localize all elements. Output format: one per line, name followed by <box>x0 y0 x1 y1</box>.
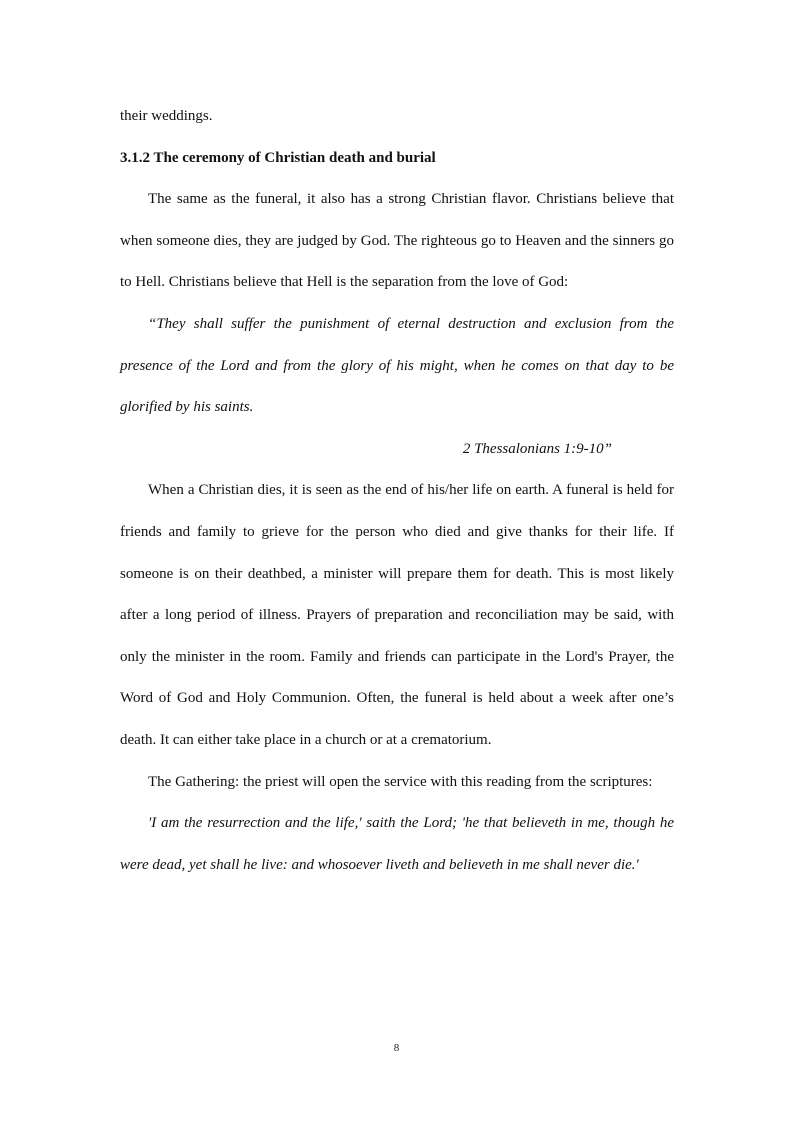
paragraph-christian-beliefs: The same as the funeral, it also has a strong Christian flavor. Christians believe that when someone dies, they are judged by God. The righteous go to Heaven and the sinners go to Hell. Christians believe that Hell is the separation from the love of God: <box>120 191 674 291</box>
scripture-quote-thessalonians: “They shall suffer the punishment of eternal destruction and exclusion from the presence of the Lord and from the glory of his might, when he comes on that day to be glorified by his saints. <box>120 315 674 416</box>
continuation-text: their weddings. <box>120 108 213 124</box>
page-number: 8 <box>393 1042 400 1054</box>
scripture-quote-resurrection: 'I am the resurrection and the life,' saith the Lord; 'he that believeth in me, though he were dead, yet shall he live: and whosoever liveth and believeth in me shall never die.' <box>120 815 674 873</box>
paragraph-funeral-description: When a Christian dies, it is seen as the end of his/her life on earth. A funeral is held for friends and family to grieve for the person who died and give thanks for their life. If someone is on their deathbed, a minister will prepare them for death. This is most likely after a long period of illness. Prayers of preparation and reconciliation may be said, with only the minister in the room. Family and friends can participate in the Lord's Prayer, the Word of God and Holy Communion. Often, the funeral is held about a week after one’s death. It can either take place in a church or at a crematorium. <box>120 482 674 748</box>
page-body <box>120 96 674 886</box>
paragraph-gathering: The Gathering: the priest will open the service with this reading from the scriptures: <box>148 773 653 790</box>
section-heading: 3.1.2 The ceremony of Christian death and burial <box>120 149 436 166</box>
scripture-citation: 2 Thessalonians 1:9-10” <box>462 440 612 457</box>
